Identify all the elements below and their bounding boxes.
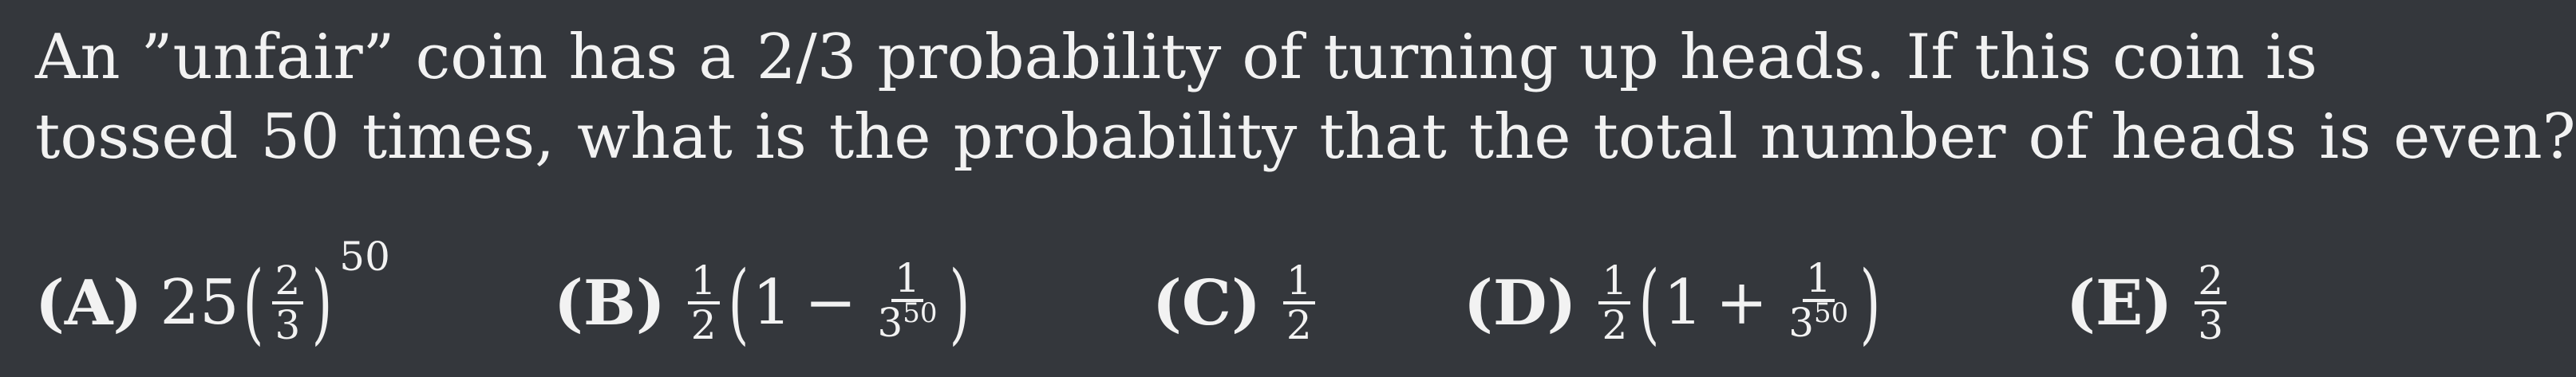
choice-d-fraction [1598,257,1630,348]
problem-word: is [2265,22,2317,93]
problem-word: probability [877,22,1222,93]
choice-d-one: 1 [1663,267,1703,339]
choice-d-inner-exponent: 50 [1814,297,1849,329]
problem-word: a [698,22,736,93]
choice-a-coefficient: 25 [160,267,239,339]
problem-word: probability [953,101,1298,173]
choice-c-numerator: 1 [1283,260,1315,304]
problem-word: ”unfair” [140,22,395,93]
problem-line-2 [35,97,2576,177]
problem-word: If [1906,22,1954,93]
choice-e-numerator: 2 [2195,260,2226,304]
choice-a-denominator: 3 [275,302,301,348]
problem-word: of [1242,22,1303,93]
problem-word: coin [415,22,548,93]
choice-a-exponent: 50 [339,234,390,280]
choice-a-label: (A) [35,266,143,340]
problem-word: times, [362,101,555,173]
choice-b-inner-fraction [874,257,940,348]
problem-line-1 [35,18,2317,97]
problem-word: even? [2393,101,2576,173]
choice-a-fraction [272,257,304,348]
problem-word: is [754,101,807,173]
choice-a-numerator: 2 [272,260,304,304]
choice-a: (A) 25 ( $\frac{2}{3}$ ) 50 [35,234,390,354]
choice-b: (B) $\frac{1}{2}$ ( 1 − $\frac{1}{3^{50}}$ ) [554,252,970,354]
choice-e-denominator: 3 [2198,302,2224,348]
choice-e-fraction [2195,257,2226,348]
problem-word: of [2028,101,2089,173]
choice-d-inner-fraction [1785,257,1851,348]
choice-d-denominator: 2 [1602,302,1628,348]
choice-c-fraction [1283,257,1315,348]
choice-d: (D) $\frac{1}{2}$ ( 1 + $\frac{1}{3^{50}}$ ) [1464,252,1881,354]
choice-e-label: (E) [2066,266,2173,340]
choice-b-inner-numerator: 1 [891,257,923,302]
problem-word: has [568,22,678,93]
problem-word: coin [2112,22,2245,93]
choice-d-operator: + [1715,267,1768,339]
choice-d-label: (D) [1464,266,1577,340]
choice-b-inner-denominator [874,297,940,348]
problem-word: that [1319,101,1447,173]
problem-text [35,18,2576,177]
choice-b-denominator: 2 [690,302,717,348]
choice-b-numerator: 1 [688,260,720,304]
problem-word: what [576,101,733,173]
problem-word: the [1468,101,1571,173]
choice-b-inner-base: 3 [877,300,903,346]
problem-word: is [2319,101,2372,173]
choice-b-fraction [688,257,720,348]
choice-e [2066,239,2231,367]
problem-word: heads [2111,101,2297,173]
problem-word: total [1593,101,1738,173]
choice-b-one: 1 [752,267,792,339]
problem-word: tossed [35,101,239,173]
choice-b-operator: − [804,267,857,339]
problem-word: up [1578,22,1659,93]
choice-d-inner-numerator: 1 [1803,257,1835,302]
choice-d-inner-denominator [1785,297,1851,348]
problem-word: 2/3 [756,22,857,93]
choice-b-label: (B) [554,266,666,340]
choice-b-inner-exponent: 50 [903,297,938,329]
problem-word: this [1974,22,2092,93]
problem-word: 50 [260,101,340,173]
problem-word: An [35,22,121,93]
choice-c-label: (C) [1152,266,1261,340]
choice-d-inner-base: 3 [1788,300,1814,346]
choice-c [1152,239,1320,367]
choice-d-numerator: 1 [1598,260,1630,304]
problem-word: turning [1323,22,1559,93]
problem-word: number [1760,101,2006,173]
problem-word: heads. [1679,22,1886,93]
problem-word: the [828,101,931,173]
choice-c-denominator: 2 [1286,302,1312,348]
answer-choices [35,234,2333,367]
